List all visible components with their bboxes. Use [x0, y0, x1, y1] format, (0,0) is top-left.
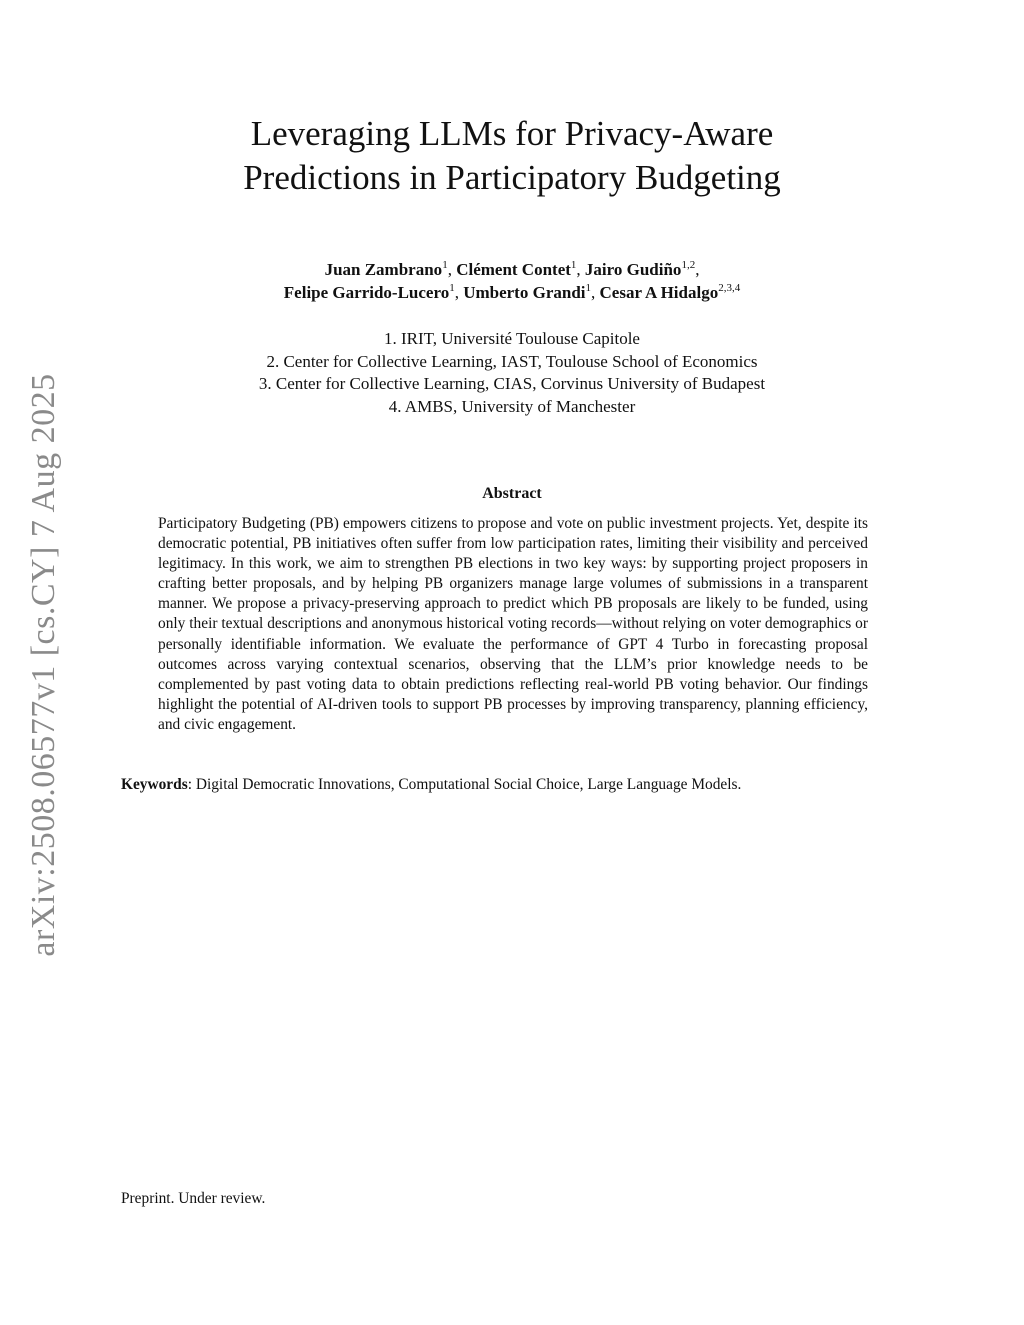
author-affiliation-mark: 1	[449, 282, 455, 294]
author-separator: ,	[576, 260, 585, 279]
paper-title	[0, 112, 1024, 200]
author-line-2	[0, 281, 1024, 304]
author-name: Felipe Garrido-Lucero	[283, 283, 450, 302]
affiliation-list	[0, 328, 1024, 418]
author-name: Juan Zambrano	[324, 260, 443, 279]
author-separator: ,	[591, 283, 600, 302]
author-name: Clément Contet	[456, 260, 571, 279]
abstract-heading: Abstract	[482, 485, 542, 502]
arxiv-identifier[interactable]: arXiv:2508.06577v1 [cs.CY] 7 Aug 2025	[25, 373, 62, 957]
affiliation-item: 4. AMBS, University of Manchester	[388, 396, 636, 416]
keywords	[121, 775, 921, 795]
affiliation-item: 1. IRIT, Université Toulouse Capitole	[384, 329, 640, 348]
author-affiliation-mark: 1	[585, 282, 591, 294]
author-name: Cesar A Hidalgo	[599, 283, 719, 302]
abstract-text: Participatory Budgeting (PB) empowers citizens to propose and vote on public investment projects. Yet, despite its democratic potential, PB initiatives often suffer from low participation rates, limiting their visibility and perceived legitimacy. In this work, we aim to strengthen PB elections in two key ways: by supporting project proposers in crafting better proposals, and by helping PB organizers manage large volumes of submissions in a transparent manner. We propose a privacy-preserving approach to predict which PB proposals are likely to be funded, using only their textual descriptions and anonymous historical voting records—without relying on voter demographics or personally identifiable information. We evaluate the performance of GPT 4 Turbo in forecasting proposal outcomes across varying contextual scenarios, observing that the LLM’s prior knowledge needs to be complemented by past voting data to obtain predictions reflecting real-world PB voting behavior. Our findings highlight the potential of AI-driven tools to support PB processes by improving transparency, planning efficiency, and civic engagement.	[158, 515, 868, 733]
preprint-note: Preprint. Under review.	[121, 1190, 266, 1207]
author-affiliation-mark: 1,2	[681, 259, 696, 271]
author-separator: ,	[454, 283, 464, 302]
keywords-label: Keywords	[121, 776, 188, 793]
keywords-text: : Digital Democratic Innovations, Computational Social Choice, Large Language Models.	[187, 776, 742, 793]
author-line-1	[0, 258, 1024, 281]
author-name: Umberto Grandi	[463, 283, 586, 302]
author-separator: ,	[695, 260, 700, 279]
affiliation-item: 3. Center for Collective Learning, CIAS, Corvinus University of Budapest	[258, 374, 766, 393]
author-affiliation-mark: 1	[570, 259, 577, 271]
author-name: Jairo Gudiño	[584, 260, 682, 279]
author-separator: ,	[447, 260, 457, 279]
title-line-2: Predictions in Participatory Budgeting	[243, 158, 781, 197]
author-affiliation-mark: 2,3,4	[718, 282, 741, 294]
affiliation-item: 2. Center for Collective Learning, IAST, Toulouse School of Economics	[266, 351, 758, 371]
title-line-1: Leveraging LLMs for Privacy-Aware	[250, 114, 774, 153]
author-list	[0, 258, 1024, 304]
author-affiliation-mark: 1	[442, 259, 448, 271]
